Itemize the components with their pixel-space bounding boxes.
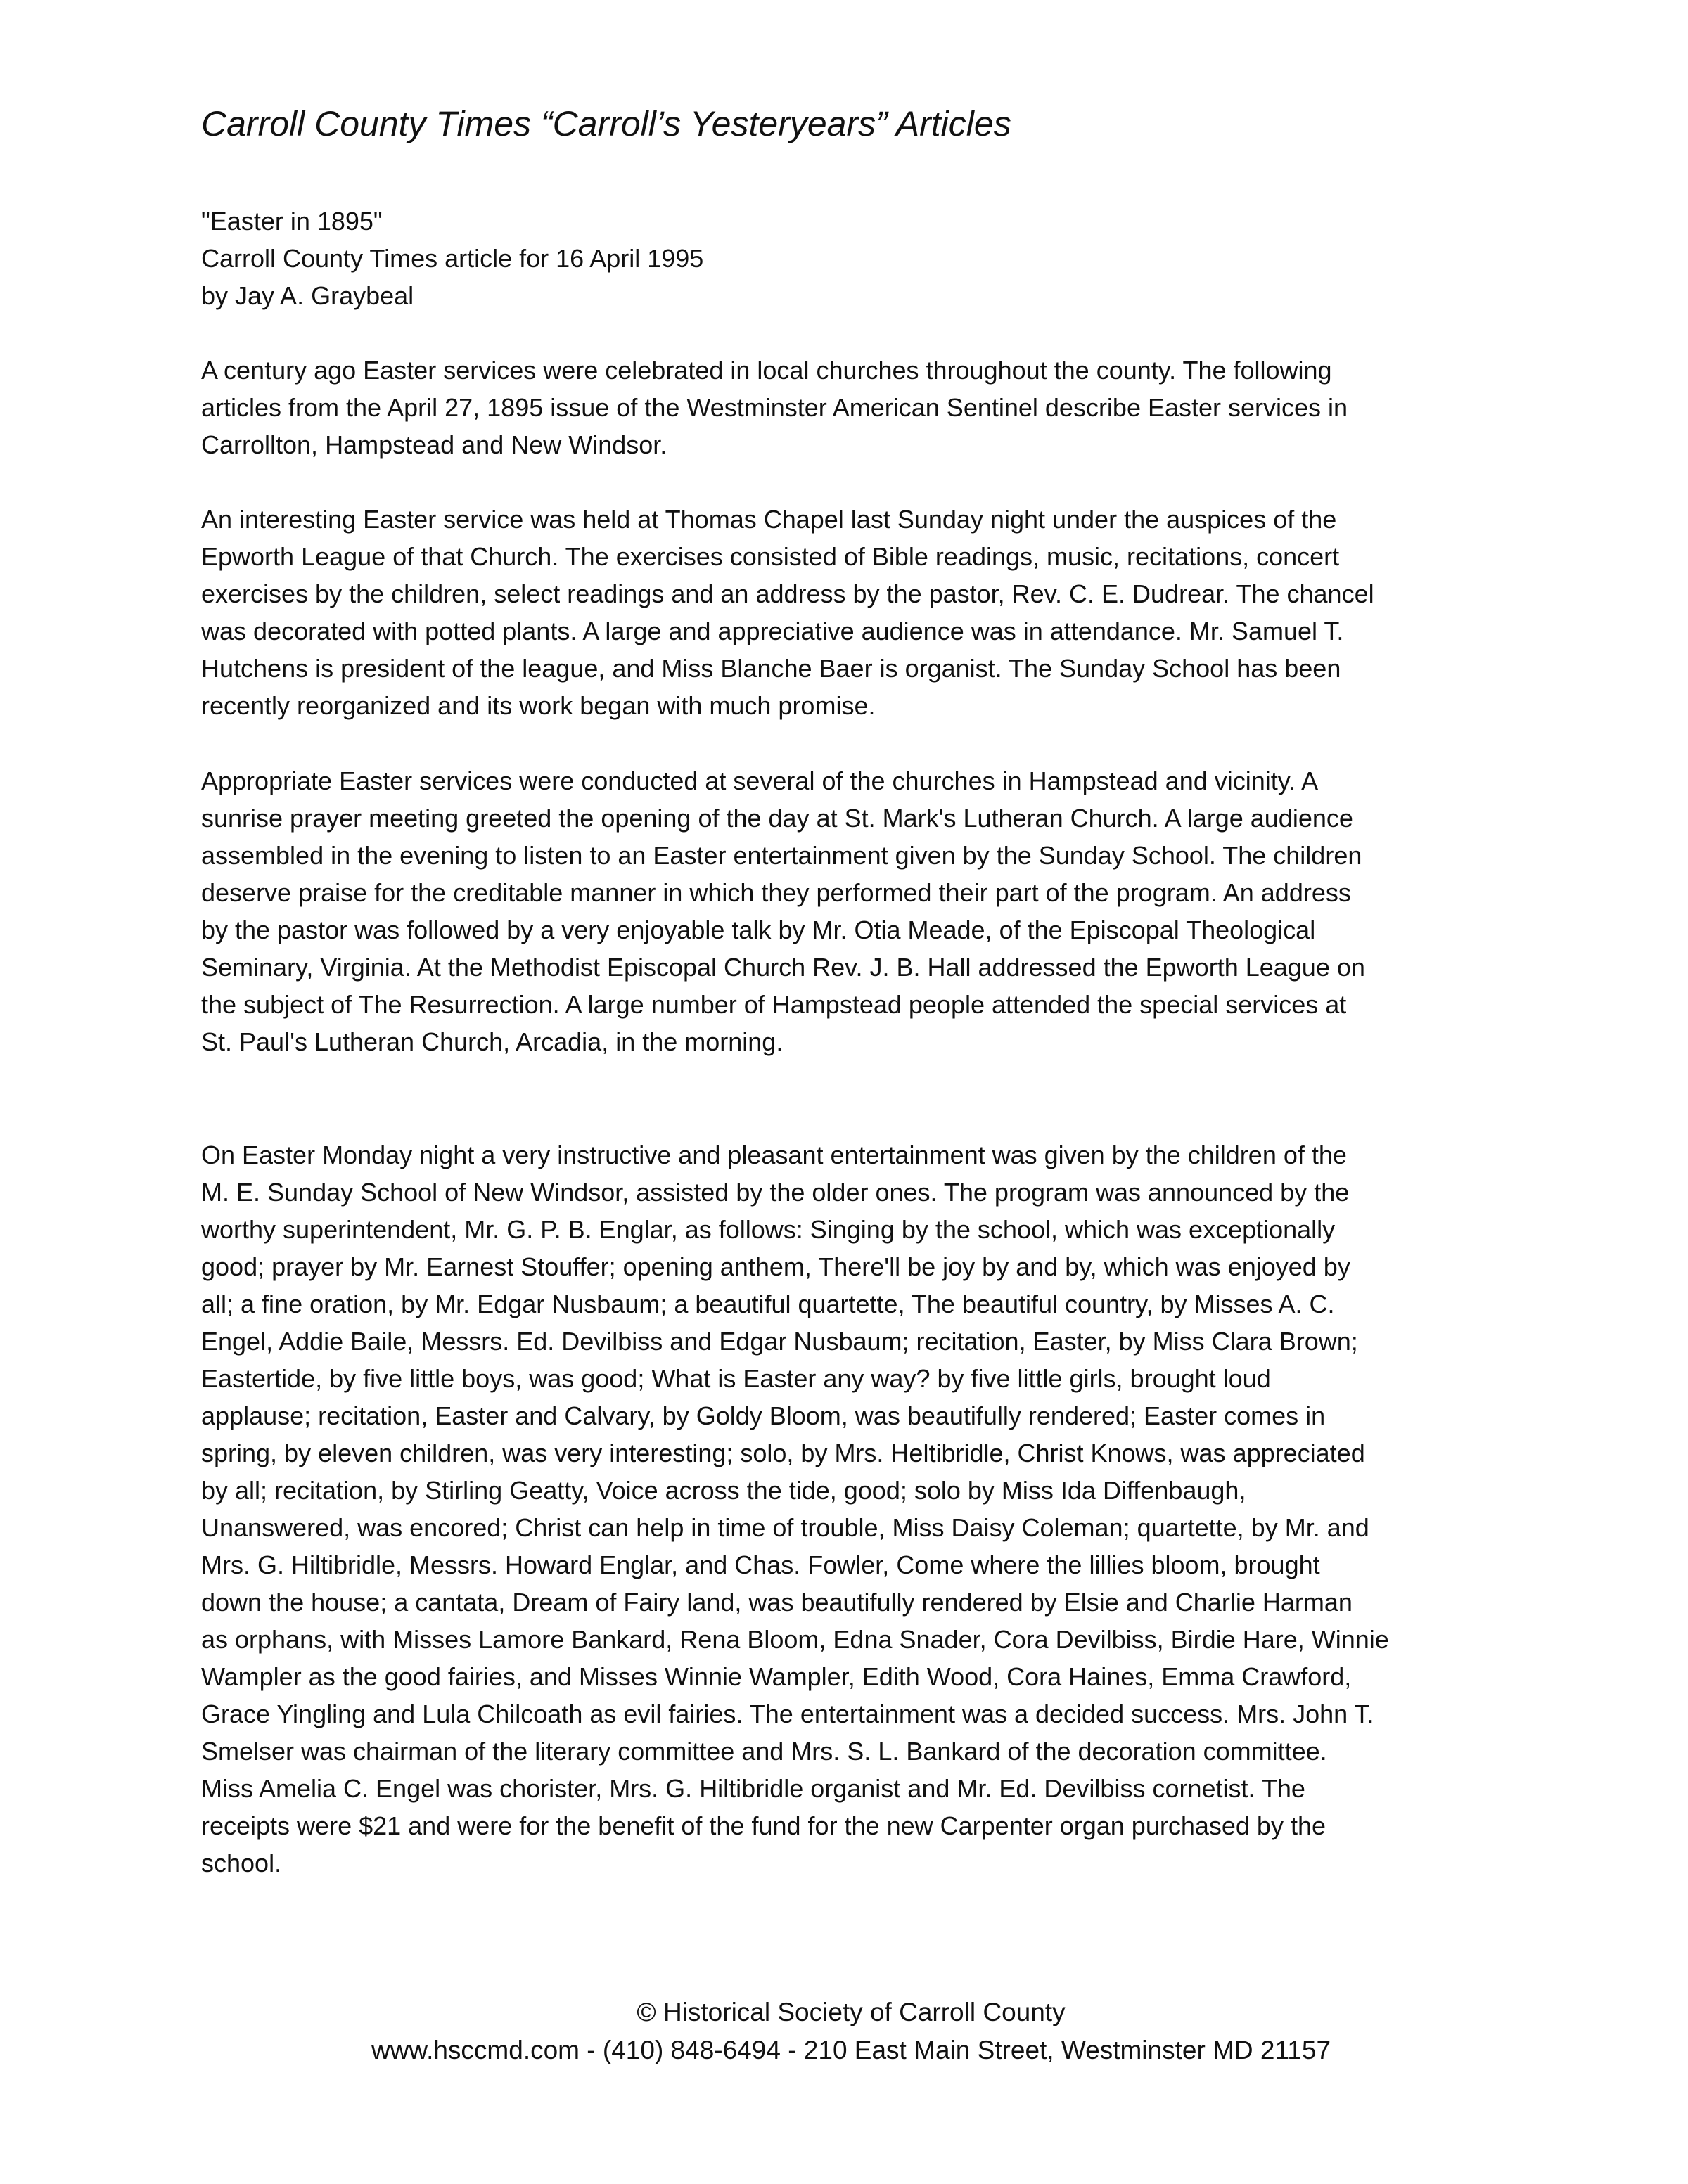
footer-contact: www.hsccmd.com - (410) 848-6494 - 210 East Main Street, Westminster MD 21157 xyxy=(371,2036,1331,2064)
paragraph-line: worthy superintendent, Mr. G. P. B. Englar, as follows: Singing by the school, which was exceptionally xyxy=(201,1215,1336,1244)
paragraph-line: as orphans, with Misses Lamore Bankard, Rena Bloom, Edna Snader, Cora Devilbiss, Birdie Hare, Winnie xyxy=(201,1625,1389,1654)
paragraph-line: Epworth League of that Church. The exercises consisted of Bible readings, music, recitations, concert xyxy=(201,542,1340,571)
paragraph-line: On Easter Monday night a very instructive and pleasant entertainment was given by the children of the xyxy=(201,1141,1347,1169)
paragraph-line: all; a fine oration, by Mr. Edgar Nusbaum; a beautiful quartette, The beautiful country, by Misses A. C. xyxy=(201,1290,1335,1318)
paragraph-line: articles from the April 27, 1895 issue of the Westminster American Sentinel describe Easter services in xyxy=(201,393,1348,422)
document-title: Carroll County Times “Carroll’s Yesteryears” Articles xyxy=(201,104,1011,143)
paragraph-line: deserve praise for the creditable manner in which they performed their part of the program. An address xyxy=(201,878,1351,907)
paragraph-line: by all; recitation, by Stirling Geatty, Voice across the tide, good; solo by Miss Ida Diffenbaugh, xyxy=(201,1476,1246,1505)
footer-copyright: © Historical Society of Carroll County xyxy=(637,1998,1066,2026)
paragraph-intro xyxy=(201,352,1348,463)
paragraph-line: applause; recitation, Easter and Calvary, by Goldy Bloom, was beautifully rendered; Easter comes in xyxy=(201,1401,1326,1430)
paragraph-line: down the house; a cantata, Dream of Fairy land, was beautifully rendered by Elsie and Charlie Harman xyxy=(201,1588,1353,1617)
article-source: Carroll County Times article for 16 April 1995 xyxy=(201,244,704,273)
paragraph-carrollton xyxy=(201,501,1374,724)
paragraph-line: M. E. Sunday School of New Windsor, assisted by the older ones. The program was announced by the xyxy=(201,1178,1350,1207)
paragraph-line: Grace Yingling and Lula Chilcoath as evil fairies. The entertainment was a decided success. Mrs. John T. xyxy=(201,1700,1374,1728)
paragraph-line: Carrollton, Hampstead and New Windsor. xyxy=(201,430,667,459)
paragraph-line: assembled in the evening to listen to an Easter entertainment given by the Sunday School. The children xyxy=(201,841,1362,870)
paragraph-line: Appropriate Easter services were conducted at several of the churches in Hampstead and vicinity. A xyxy=(201,766,1319,795)
paragraph-line: spring, by eleven children, was very interesting; solo, by Mrs. Heltibridle, Christ Knows, was appreciated xyxy=(201,1439,1365,1467)
paragraph-line: sunrise prayer meeting greeted the opening of the day at St. Mark's Lutheran Church. A large audience xyxy=(201,804,1353,833)
paragraph-line: St. Paul's Lutheran Church, Arcadia, in the morning. xyxy=(201,1027,784,1056)
paragraph-line: school. xyxy=(201,1849,282,1877)
paragraph-line: Seminary, Virginia. At the Methodist Episcopal Church Rev. J. B. Hall addressed the Epworth League on xyxy=(201,953,1365,982)
paragraph-line: by the pastor was followed by a very enjoyable talk by Mr. Otia Meade, of the Episcopal Theological xyxy=(201,916,1316,944)
article-byline: by Jay A. Graybeal xyxy=(201,281,414,310)
paragraph-new-windsor xyxy=(201,1136,1389,1882)
paragraph-line: Mrs. G. Hiltibridle, Messrs. Howard Englar, and Chas. Fowler, Come where the lillies bloom, brought xyxy=(201,1550,1320,1579)
article-headline: "Easter in 1895" xyxy=(201,207,383,236)
paragraph-hampstead xyxy=(201,762,1365,1060)
paragraph-line: Engel, Addie Baile, Messrs. Ed. Devilbiss and Edgar Nusbaum; recitation, Easter, by Miss Clara Brown; xyxy=(201,1327,1358,1356)
paragraph-line: An interesting Easter service was held at Thomas Chapel last Sunday night under the auspices of the xyxy=(201,505,1337,534)
paragraph-line: Miss Amelia C. Engel was chorister, Mrs. G. Hiltibridle organist and Mr. Ed. Devilbiss cornetist. The xyxy=(201,1774,1305,1803)
paragraph-line: Eastertide, by five little boys, was good; What is Easter any way? by five little girls, brought loud xyxy=(201,1364,1271,1393)
article-header xyxy=(201,203,703,314)
paragraph-line: Unanswered, was encored; Christ can help in time of trouble, Miss Daisy Coleman; quartette, by Mr. and xyxy=(201,1513,1369,1542)
paragraph-line: recently reorganized and its work began with much promise. xyxy=(201,691,876,720)
paragraph-line: Smelser was chairman of the literary committee and Mrs. S. L. Bankard of the decoration committee. xyxy=(201,1737,1327,1766)
paragraph-line: Wampler as the good fairies, and Misses Winnie Wampler, Edith Wood, Cora Haines, Emma Crawford, xyxy=(201,1662,1352,1691)
paragraph-line: Hutchens is president of the league, and Miss Blanche Baer is organist. The Sunday School has been xyxy=(201,654,1341,683)
paragraph-line: exercises by the children, select readings and an address by the pastor, Rev. C. E. Dudrear. The chancel xyxy=(201,579,1374,608)
paragraph-line: was decorated with potted plants. A large and appreciative audience was in attendance. Mr. Samuel T. xyxy=(201,617,1344,645)
paragraph-line: the subject of The Resurrection. A large number of Hampstead people attended the special services at xyxy=(201,990,1347,1019)
paragraph-line: receipts were $21 and were for the benefit of the fund for the new Carpenter organ purchased by the xyxy=(201,1811,1326,1840)
paragraph-line: A century ago Easter services were celebrated in local churches throughout the county. The following xyxy=(201,356,1332,385)
paragraph-line: good; prayer by Mr. Earnest Stouffer; opening anthem, There'll be joy by and by, which was enjoyed by xyxy=(201,1252,1350,1281)
